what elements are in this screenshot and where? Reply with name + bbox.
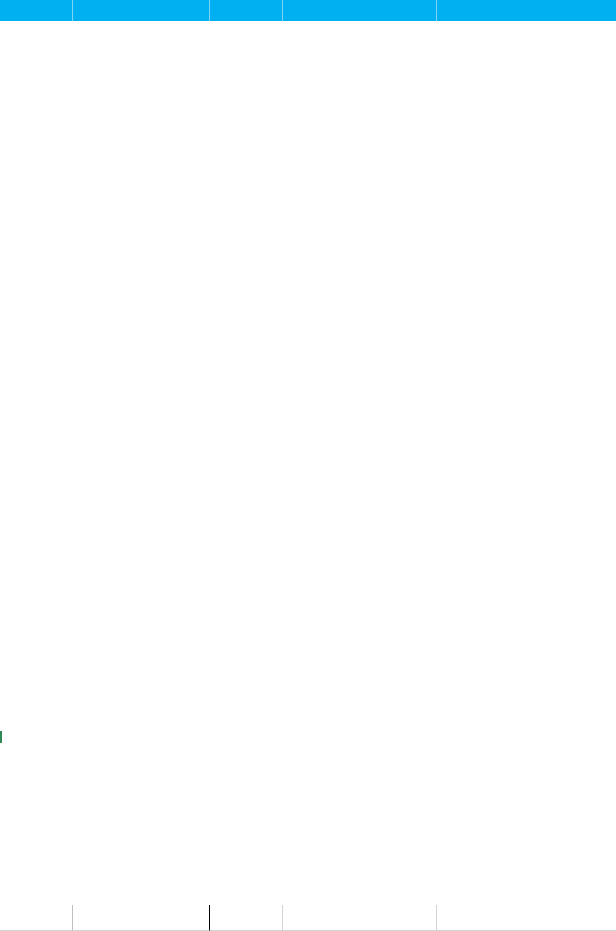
empty-cell[interactable] bbox=[437, 905, 616, 931]
header-cell-recommend[interactable] bbox=[437, 0, 616, 21]
empty-row[interactable] bbox=[0, 905, 616, 931]
empty-cell[interactable] bbox=[0, 905, 73, 931]
header-cell-class[interactable] bbox=[73, 0, 210, 21]
empty-cell[interactable] bbox=[73, 905, 210, 931]
row-selection-marker bbox=[0, 731, 2, 743]
header-cell-category[interactable] bbox=[283, 0, 437, 21]
empty-cell[interactable] bbox=[210, 905, 283, 931]
header-cell-name[interactable] bbox=[210, 0, 283, 21]
header-cell-number[interactable] bbox=[0, 0, 73, 21]
empty-cell[interactable] bbox=[283, 905, 437, 931]
